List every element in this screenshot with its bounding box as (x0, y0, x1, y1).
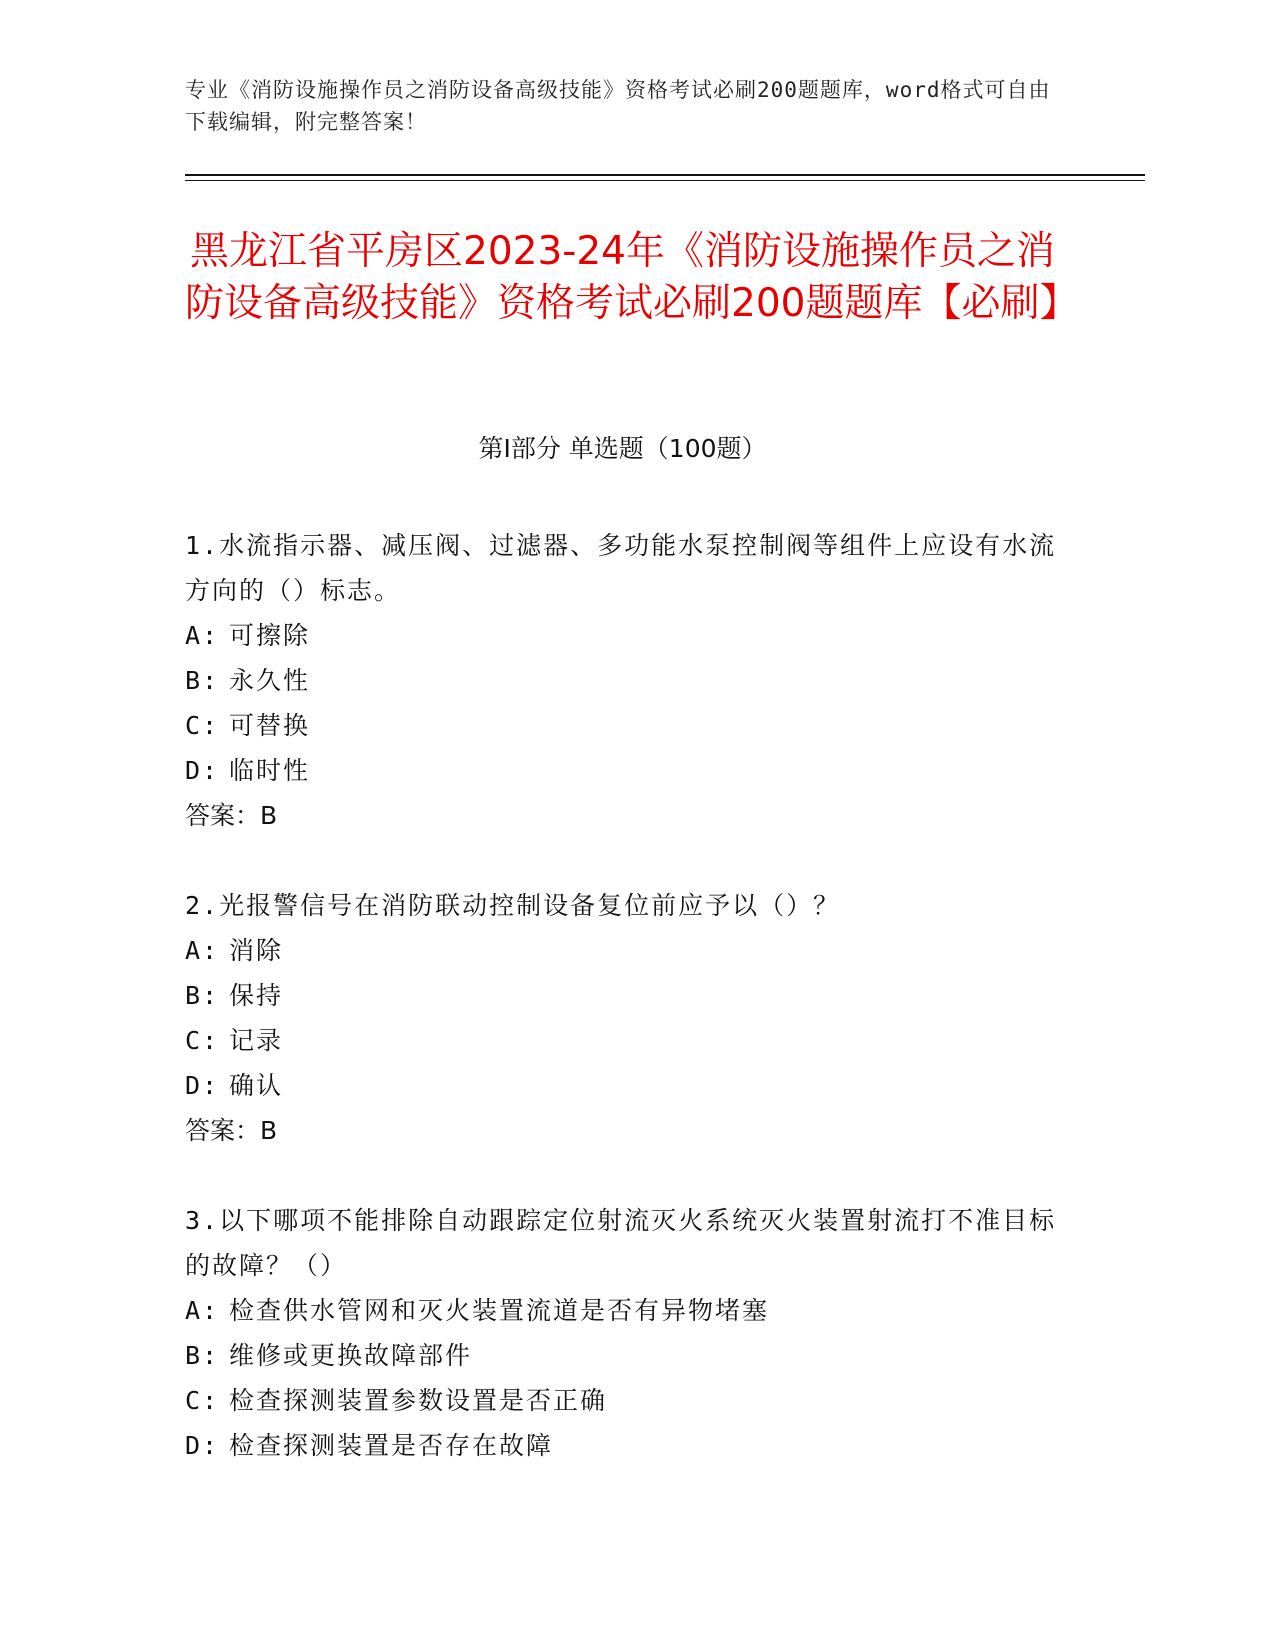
option-key: D: (185, 1431, 220, 1460)
option-text: 消除 (229, 936, 284, 965)
option-text: 检查探测装置是否存在故障 (229, 1431, 554, 1460)
option-b (185, 973, 1075, 1018)
option-key: A: (185, 1296, 220, 1325)
option-key: B: (185, 666, 220, 695)
answer-line: 答案：B (185, 801, 278, 830)
question-list (185, 523, 1075, 1468)
option-key: C: (185, 711, 220, 740)
header-rule-thick (185, 174, 1145, 176)
answer-line: 答案：B (185, 1116, 278, 1145)
option-key: A: (185, 621, 220, 650)
question-1 (185, 523, 1075, 838)
option-a (185, 613, 1075, 658)
question-3 (185, 1198, 1075, 1468)
option-key: A: (185, 936, 220, 965)
option-d (185, 1423, 1075, 1468)
header-rule-thin (185, 180, 1145, 181)
option-key: B: (185, 1341, 220, 1370)
option-a (185, 928, 1075, 973)
option-key: C: (185, 1026, 220, 1055)
question-spacer (185, 838, 1075, 883)
option-text: 维修或更换故障部件 (229, 1341, 473, 1370)
document-title: 黑龙江省平房区2023-24年《消防设施操作员之消防设备高级技能》资格考试必刷200题题库【必刷】 (185, 229, 1079, 326)
option-c (185, 1018, 1075, 1063)
option-text: 检查探测装置参数设置是否正确 (229, 1386, 608, 1415)
option-key: B: (185, 981, 220, 1010)
option-c (185, 1378, 1075, 1423)
question-stem: 2.光报警信号在消防联动控制设备复位前应予以（）？ (185, 891, 841, 920)
option-text: 临时性 (229, 756, 311, 785)
option-text: 检查供水管网和灭火装置流道是否有异物堵塞 (229, 1296, 770, 1325)
question-stem: 3.以下哪项不能排除自动跟踪定位射流灭火系统灭火装置射流打不准目标的故障？（） (185, 1206, 1057, 1280)
option-key: D: (185, 756, 220, 785)
option-key: D: (185, 1071, 220, 1100)
option-text: 保持 (229, 981, 284, 1010)
option-text: 可擦除 (229, 621, 311, 650)
option-text: 永久性 (229, 666, 311, 695)
question-stem: 1.水流指示器、减压阀、过滤器、多功能水泵控制阀等组件上应设有水流方向的（）标志。 (185, 531, 1057, 605)
section-title: 第Ⅰ部分 单选题（100题） (478, 434, 767, 463)
option-text: 确认 (229, 1071, 284, 1100)
option-d (185, 1063, 1075, 1108)
option-text: 可替换 (229, 711, 311, 740)
option-b (185, 658, 1075, 703)
option-text: 记录 (229, 1026, 284, 1055)
option-key: C: (185, 1386, 220, 1415)
question-spacer (185, 1153, 1075, 1198)
header-note: 专业《消防设施操作员之消防设备高级技能》资格考试必刷200题题库，word格式可自由下载编辑，附完整答案！ (185, 78, 1051, 134)
question-2 (185, 883, 1075, 1153)
option-d (185, 748, 1075, 793)
option-a (185, 1288, 1075, 1333)
option-b (185, 1333, 1075, 1378)
option-c (185, 703, 1075, 748)
